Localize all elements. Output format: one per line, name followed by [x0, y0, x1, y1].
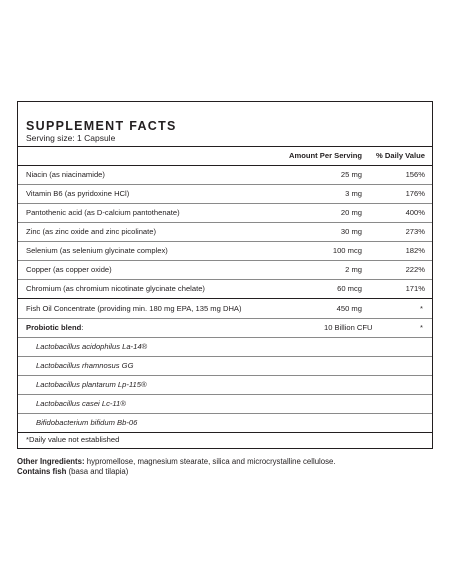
nutrient-name: Selenium (as selenium glycinate complex): [26, 246, 168, 255]
strain-row: [18, 357, 432, 376]
nutrient-row: [18, 280, 432, 299]
probiotic-amount: 10 Billion CFU: [324, 323, 373, 332]
nutrient-row: [18, 223, 432, 242]
nutrient-amount: 25 mg: [340, 170, 362, 179]
probiotic-name: [26, 319, 83, 337]
probiotic-colon: :: [81, 323, 84, 332]
footnote-row: [18, 431, 432, 450]
nutrient-name: Chromium (as chromium nicotinate glycinate chelate): [26, 284, 205, 293]
nutrient-daily-value: 156%: [405, 170, 425, 179]
fish-oil-row: [18, 300, 432, 319]
panel-header: [18, 102, 432, 147]
nutrient-daily-value: 171%: [405, 284, 425, 293]
contains-text: (basa and tilapia): [66, 467, 129, 476]
nutrient-name: Niacin (as niacinamide): [26, 170, 105, 179]
ingredients-label: Other Ingredients:: [17, 457, 85, 466]
nutrient-daily-value: 182%: [405, 246, 425, 255]
nutrient-name: Pantothenic acid (as D-calcium pantothenate): [26, 208, 180, 217]
supplement-facts-panel: [17, 101, 433, 449]
nutrient-amount: 2 mg: [345, 265, 362, 274]
strain-name: Lactobacillus acidophilus La-14®: [36, 342, 148, 351]
column-header-daily-value: % Daily Value: [376, 151, 425, 160]
fish-oil-daily-value: *: [420, 304, 423, 313]
contains-label: Contains fish: [17, 467, 67, 476]
nutrient-row: [18, 204, 432, 223]
nutrient-amount: 20 mg: [340, 208, 362, 217]
footnote-text: *Daily value not established: [26, 435, 120, 444]
panel-title: SUPPLEMENT FACTS: [26, 119, 177, 133]
nutrient-daily-value: 400%: [405, 208, 425, 217]
strain-row: [18, 338, 432, 357]
strain-name: Bifidobacterium bifidum Bb-06: [36, 418, 138, 427]
strain-name: Lactobacillus rhamnosus GG: [36, 361, 134, 370]
nutrient-daily-value: 222%: [405, 265, 425, 274]
nutrient-row: [18, 242, 432, 261]
ingredients-line: [17, 457, 437, 467]
probiotic-label: Probiotic blend: [26, 323, 82, 332]
other-ingredients: [17, 457, 437, 477]
probiotic-row: [18, 319, 432, 338]
strain-name: Lactobacillus plantarum Lp-115®: [36, 380, 147, 389]
nutrient-row: [18, 261, 432, 280]
nutrient-amount: 30 mg: [340, 227, 362, 236]
nutrient-row: [18, 185, 432, 204]
nutrient-row: [18, 166, 432, 185]
contains-line: [17, 467, 437, 477]
nutrient-name: Copper (as copper oxide): [26, 265, 112, 274]
fish-oil-amount: 450 mg: [336, 304, 362, 313]
column-header-row: [18, 147, 432, 166]
strain-name: Lactobacillus casei Lc-11®: [36, 399, 126, 408]
nutrient-amount: 100 mcg: [332, 246, 362, 255]
ingredients-text: hypromellose, magnesium stearate, silica and microcrystalline cellulose.: [84, 457, 336, 466]
fish-oil-name: Fish Oil Concentrate (providing min. 180 mg EPA, 135 mg DHA): [26, 304, 242, 313]
column-header-amount: Amount Per Serving: [289, 151, 362, 160]
nutrient-daily-value: 273%: [405, 227, 425, 236]
nutrient-name: Zinc (as zinc oxide and zinc picolinate): [26, 227, 156, 236]
strain-row: [18, 376, 432, 395]
serving-size: Serving size: 1 Capsule: [26, 133, 116, 143]
strain-row: [18, 395, 432, 414]
nutrient-daily-value: 176%: [405, 189, 425, 198]
nutrient-amount: 3 mg: [345, 189, 362, 198]
nutrient-amount: 60 mcg: [337, 284, 362, 293]
nutrient-name: Vitamin B6 (as pyridoxine HCl): [26, 189, 130, 198]
probiotic-daily-value: *: [420, 323, 423, 332]
